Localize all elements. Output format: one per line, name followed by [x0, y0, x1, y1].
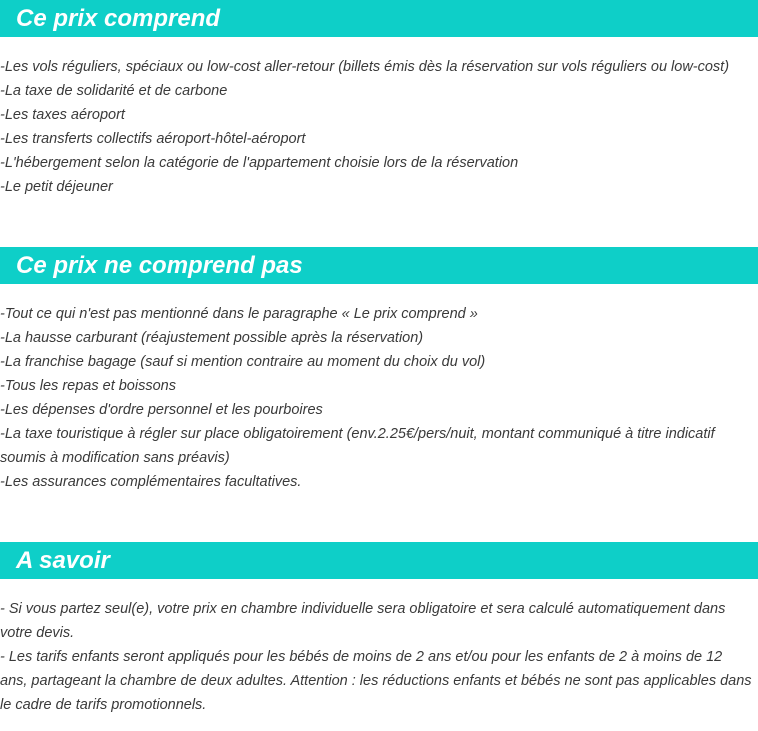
list-item: -Les dépenses d'ordre personnel et les pourboires	[0, 402, 323, 418]
list-item: -Les assurances complémentaires facultatives.	[0, 474, 302, 490]
list-item: -Le petit déjeuner	[0, 179, 113, 195]
list-item: -Les vols réguliers, spéciaux ou low-cost aller-retour (billets émis dès la réservation sur vols réguliers ou low-cost)	[0, 59, 730, 75]
list-item: -Les transferts collectifs aéroport-hôtel-aéroport	[0, 131, 306, 147]
section-title-price-includes: Ce prix comprend	[0, 0, 758, 37]
list-item: -La hausse carburant (réajustement possible après la réservation)	[0, 330, 424, 346]
list-item: -Tous les repas et boissons	[0, 378, 176, 394]
list-item: -Tout ce qui n'est pas mentionné dans le paragraphe « Le prix comprend »	[0, 306, 478, 322]
price-includes-list	[0, 37, 758, 199]
section-price-includes	[0, 0, 758, 199]
list-item: - Si vous partez seul(e), votre prix en chambre individuelle sera obligatoire et sera calculé automatiquement dans votre devis.	[0, 601, 726, 641]
section-title-price-excludes: Ce prix ne comprend pas	[0, 247, 758, 284]
list-item: -La taxe touristique à régler sur place obligatoirement (env.2.25€/pers/nuit, montant communiqué à titre indicatif soumis à modification sans préavis)	[0, 426, 715, 466]
list-item: -Les taxes aéroport	[0, 107, 125, 123]
good-to-know-list	[0, 579, 758, 717]
section-title-good-to-know: A savoir	[0, 542, 758, 579]
list-item: -L'hébergement selon la catégorie de l'appartement choisie lors de la réservation	[0, 155, 519, 171]
list-item: - Les tarifs enfants seront appliqués pour les bébés de moins de 2 ans et/ou pour les enfants de 2 à moins de 12 ans, partageant la chambre de deux adultes. Attention : les réductions enfants et bébés ne sont pas applicables dans le cadre de tarifs promotionnels.	[0, 649, 752, 713]
list-item: -La taxe de solidarité et de carbone	[0, 83, 228, 99]
price-excludes-list	[0, 284, 758, 494]
section-price-excludes	[0, 247, 758, 494]
section-good-to-know	[0, 542, 758, 717]
list-item: -La franchise bagage (sauf si mention contraire au moment du choix du vol)	[0, 354, 486, 370]
